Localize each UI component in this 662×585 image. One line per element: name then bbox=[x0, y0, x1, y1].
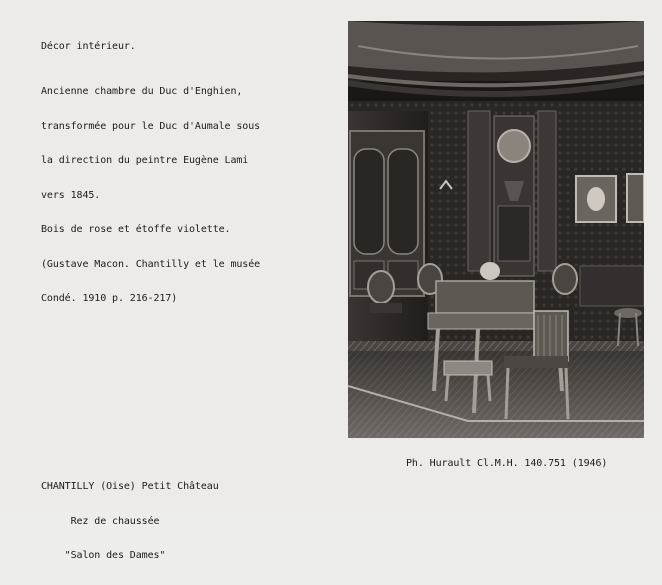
portrait-paintings bbox=[576, 174, 644, 222]
description-line: Condé. 1910 p. 216-217) bbox=[41, 293, 178, 304]
location-line: "Salon des Dames" bbox=[41, 550, 166, 561]
description-line: Bois de rose et étoffe violette. bbox=[41, 224, 231, 235]
card-description bbox=[41, 63, 260, 328]
photo-credit: Ph. Hurault Cl.M.H. 140.751 (1946) bbox=[406, 458, 608, 469]
footstool bbox=[444, 361, 492, 375]
interior-photograph bbox=[348, 21, 644, 438]
description-line: vers 1845. bbox=[41, 189, 101, 201]
location-line: CHANTILLY (Oise) Petit Château bbox=[41, 481, 219, 492]
description-line: (Gustave Macon. Chantilly et le musée bbox=[41, 258, 261, 270]
central-pier bbox=[468, 111, 556, 276]
room-illustration bbox=[348, 21, 644, 438]
side-stool bbox=[614, 308, 642, 318]
location-line: Rez de chaussée bbox=[41, 515, 160, 527]
console-table bbox=[580, 266, 644, 306]
description-line: Ancienne chambre du Duc d'Enghien, bbox=[41, 86, 243, 97]
left-double-door bbox=[350, 131, 424, 296]
location-caption bbox=[41, 458, 219, 585]
card-heading: Décor intérieur. bbox=[41, 41, 136, 52]
description-line: transformée pour le Duc d'Aumale sous bbox=[41, 120, 261, 132]
description-line: la direction du peintre Eugène Lami bbox=[41, 155, 249, 166]
